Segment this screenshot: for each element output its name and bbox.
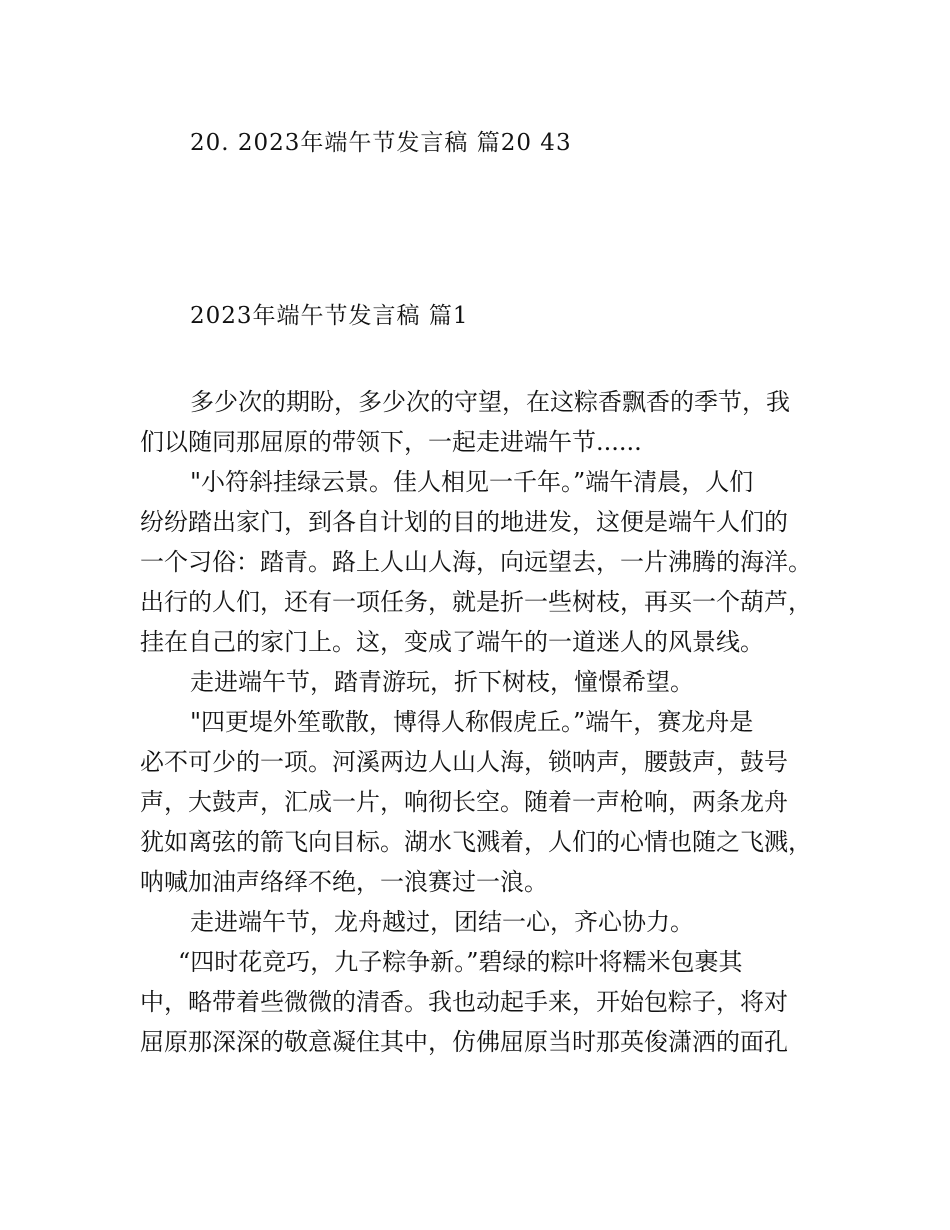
section-title: 2023年端午节发言稿 篇1 [190,303,469,329]
text-line: "四更堤外笙歌散，博得人称假虎丘。”端午，赛龙舟是 [190,708,754,736]
text-line: “四时花竞巧，九子粽争新。”碧绿的粽叶将糯米包裹其 [178,948,743,976]
text-line: 声，大鼓声，汇成一片，响彻长空。随着一声枪响，两条龙舟 [140,788,788,816]
paragraph-1 [140,382,812,462]
text-line: 走进端午节，龙舟越过，团结一心，齐心协力。 [190,908,694,936]
paragraph-5 [140,902,812,942]
toc-entry[interactable]: 20. 2023年端午节发言稿 篇20 43 [190,130,572,156]
text-line: 必不可少的一项。河溪两边人山人海，锁呐声，腰鼓声，鼓号 [140,748,788,776]
text-line: 走进端午节，踏青游玩，折下树枝，憧憬希望。 [190,668,694,696]
text-line: 中，略带着些微微的清香。我也动起手来，开始包粽子，将对 [140,988,788,1016]
text-line: 呐喊加油声络绎不绝，一浪赛过一浪。 [140,868,548,896]
text-line: 屈原那深深的敬意凝住其中，仿佛屈原当时那英俊潇洒的面孔 [140,1028,788,1056]
text-line: 挂在自己的家门上。这，变成了端午的一道迷人的风景线。 [140,628,764,656]
text-line: 们以随同那屈原的带领下，一起走进端午节...... [140,428,642,456]
text-line: 纷纷踏出家门，到各自计划的目的地进发，这便是端午人们的 [140,508,788,536]
text-line: 犹如离弦的箭飞向目标。湖水飞溅着，人们的心情也随之飞溅， [140,828,812,856]
paragraph-6 [140,942,812,1062]
document-body [140,382,812,1062]
text-line: "小符斜挂绿云景。佳人相见一千年。”端午清晨，人们 [190,468,754,496]
paragraph-4 [140,702,812,902]
text-line: 多少次的期盼，多少次的守望，在这粽香飘香的季节，我 [190,388,790,416]
text-line: 出行的人们，还有一项任务，就是折一些树枝，再买一个葫芦， [140,588,812,616]
paragraph-2 [140,462,812,662]
paragraph-3 [140,662,812,702]
text-line: 一个习俗：踏青。路上人山人海，向远望去，一片沸腾的海洋。 [140,548,812,576]
